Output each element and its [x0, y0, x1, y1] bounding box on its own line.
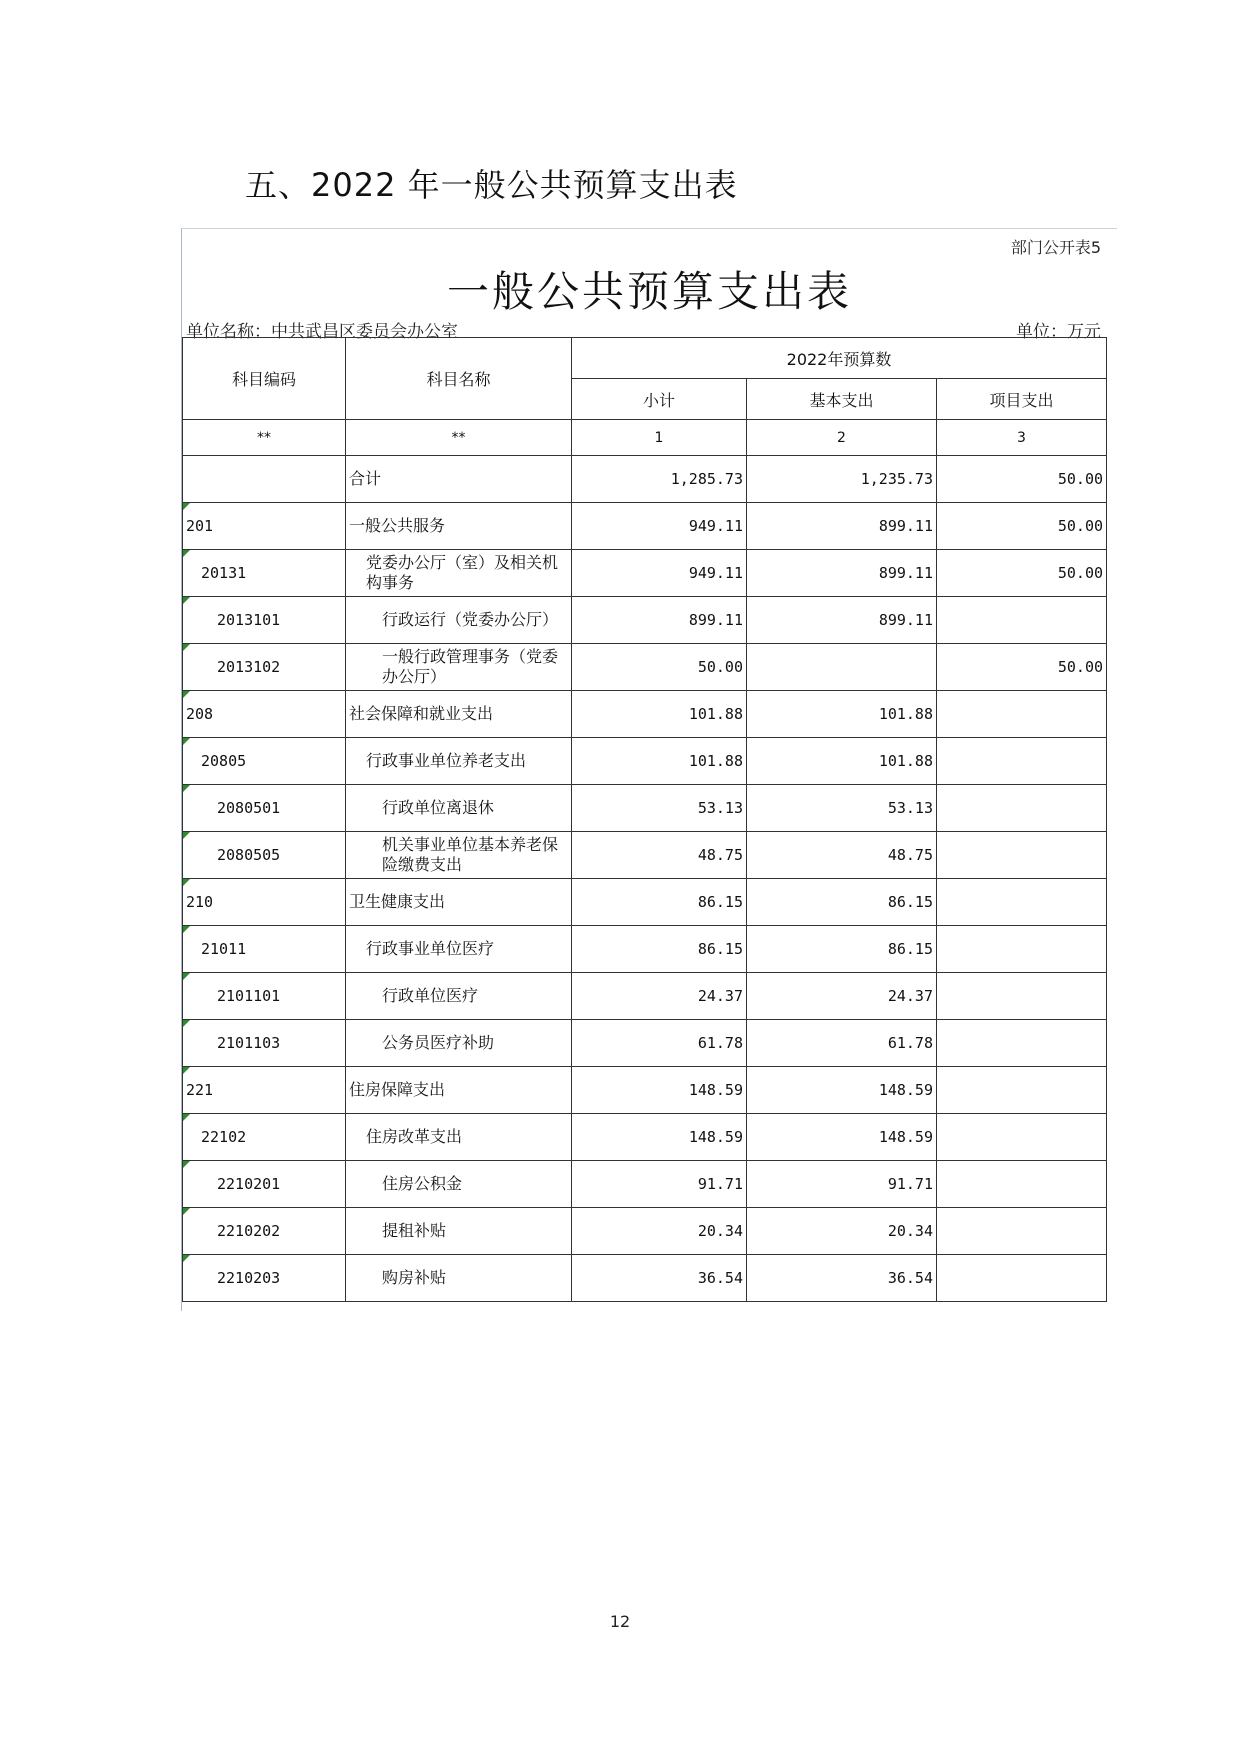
- project-cell: 50.00: [937, 550, 1107, 597]
- name-cell: 行政事业单位养老支出: [346, 738, 572, 785]
- cell-comment-marker: [183, 550, 190, 557]
- project-cell: [937, 1114, 1107, 1161]
- index-cell: **: [346, 420, 572, 456]
- index-cell: **: [183, 420, 346, 456]
- cell-comment-marker: [183, 738, 190, 745]
- code-cell: 2080505: [217, 846, 281, 864]
- code-cell: 208: [186, 705, 214, 723]
- name-cell: 卫生健康支出: [346, 879, 572, 926]
- basic-cell: 899.11: [747, 503, 937, 550]
- basic-cell: 148.59: [747, 1067, 937, 1114]
- code-cell: 2013101: [217, 611, 281, 629]
- project-cell: 50.00: [937, 644, 1107, 691]
- budget-table: [182, 337, 1107, 1302]
- cell-comment-marker: [183, 1161, 190, 1168]
- page-number: 12: [609, 1612, 631, 1631]
- subtotal-cell: 1,285.73: [572, 456, 747, 503]
- basic-cell: [747, 644, 937, 691]
- name-cell: 住房保障支出: [346, 1067, 572, 1114]
- basic-cell: 899.11: [747, 597, 937, 644]
- project-cell: [937, 879, 1107, 926]
- name-cell: 合计: [346, 456, 572, 503]
- basic-cell: 86.15: [747, 926, 937, 973]
- spreadsheet-area: [181, 228, 1117, 1311]
- subtotal-cell: 36.54: [572, 1255, 747, 1302]
- name-cell: 行政事业单位医疗: [346, 926, 572, 973]
- index-cell: 2: [747, 420, 937, 456]
- code-cell: 2013102: [217, 658, 281, 676]
- basic-cell: 61.78: [747, 1020, 937, 1067]
- basic-cell: 86.15: [747, 879, 937, 926]
- name-cell: 公务员医疗补助: [346, 1020, 572, 1067]
- code-cell: 221: [186, 1081, 214, 1099]
- project-cell: [937, 1020, 1107, 1067]
- code-cell: 2210201: [217, 1175, 281, 1193]
- cell-comment-marker: [183, 926, 190, 933]
- table-row: [183, 691, 1107, 738]
- form-number: 部门公开表5: [1010, 238, 1101, 257]
- project-cell: [937, 738, 1107, 785]
- table-row: [183, 879, 1107, 926]
- project-cell: [937, 926, 1107, 973]
- table-row: [183, 644, 1107, 691]
- table-row: [183, 973, 1107, 1020]
- table-row: [183, 456, 1107, 503]
- name-cell: 党委办公厅（室）及相关机构事务: [346, 550, 572, 597]
- code-cell: 2080501: [217, 799, 281, 817]
- name-cell: 住房改革支出: [346, 1114, 572, 1161]
- project-cell: [937, 597, 1107, 644]
- subtotal-cell: 24.37: [572, 973, 747, 1020]
- header-code: 科目编码: [183, 338, 346, 420]
- index-cell: 3: [937, 420, 1107, 456]
- project-cell: [937, 691, 1107, 738]
- header-subtotal: 小计: [572, 379, 747, 420]
- name-cell: 一般公共服务: [346, 503, 572, 550]
- table-row: [183, 503, 1107, 550]
- project-cell: [937, 1255, 1107, 1302]
- basic-cell: 148.59: [747, 1114, 937, 1161]
- subtotal-cell: 61.78: [572, 1020, 747, 1067]
- basic-cell: 20.34: [747, 1208, 937, 1255]
- table-row: [183, 1067, 1107, 1114]
- project-cell: 50.00: [937, 456, 1107, 503]
- subtotal-cell: 899.11: [572, 597, 747, 644]
- section-heading: 五、2022 年一般公共预算支出表: [245, 166, 738, 204]
- basic-cell: 91.71: [747, 1161, 937, 1208]
- name-cell: 行政运行（党委办公厅）: [346, 597, 572, 644]
- header-project: 项目支出: [937, 379, 1107, 420]
- cell-comment-marker: [183, 1114, 190, 1121]
- table-row: [183, 785, 1107, 832]
- basic-cell: 24.37: [747, 973, 937, 1020]
- cell-comment-marker: [183, 691, 190, 698]
- cell-comment-marker: [183, 1020, 190, 1027]
- basic-cell: 36.54: [747, 1255, 937, 1302]
- name-cell: 购房补贴: [346, 1255, 572, 1302]
- project-cell: [937, 973, 1107, 1020]
- code-cell: 2210202: [217, 1222, 281, 1240]
- basic-cell: 53.13: [747, 785, 937, 832]
- name-cell: 住房公积金: [346, 1161, 572, 1208]
- basic-cell: 101.88: [747, 691, 937, 738]
- code-cell: 2101101: [217, 987, 281, 1005]
- subtotal-cell: 53.13: [572, 785, 747, 832]
- project-cell: [937, 1208, 1107, 1255]
- subtotal-cell: 101.88: [572, 691, 747, 738]
- table-row: [183, 1020, 1107, 1067]
- name-cell: 一般行政管理事务（党委办公厅）: [346, 644, 572, 691]
- header-budget-group: 2022年预算数: [572, 338, 1107, 379]
- table-row: [183, 738, 1107, 785]
- subtotal-cell: 148.59: [572, 1067, 747, 1114]
- code-cell: 20131: [201, 564, 247, 582]
- name-cell: 社会保障和就业支出: [346, 691, 572, 738]
- name-cell: 行政单位医疗: [346, 973, 572, 1020]
- cell-comment-marker: [183, 503, 190, 510]
- cell-comment-marker: [183, 879, 190, 886]
- table-row: [183, 1208, 1107, 1255]
- subtotal-cell: 86.15: [572, 879, 747, 926]
- cell-comment-marker: [183, 973, 190, 980]
- unit-label: 单位：万元: [1016, 322, 1101, 342]
- cell-comment-marker: [183, 832, 190, 839]
- basic-cell: 101.88: [747, 738, 937, 785]
- subtotal-cell: 91.71: [572, 1161, 747, 1208]
- project-cell: 50.00: [937, 503, 1107, 550]
- subtotal-cell: 20.34: [572, 1208, 747, 1255]
- subtotal-cell: 949.11: [572, 503, 747, 550]
- table-row: [183, 1161, 1107, 1208]
- organization-label: 单位名称：中共武昌区委员会办公室: [186, 322, 458, 342]
- project-cell: [937, 785, 1107, 832]
- table-row: [183, 550, 1107, 597]
- code-cell: 210: [186, 893, 214, 911]
- name-cell: 行政单位离退休: [346, 785, 572, 832]
- cell-comment-marker: [183, 1255, 190, 1262]
- table-row: [183, 926, 1107, 973]
- subtotal-cell: 101.88: [572, 738, 747, 785]
- subtotal-cell: 48.75: [572, 832, 747, 879]
- code-cell: 201: [186, 517, 214, 535]
- code-cell: 22102: [201, 1128, 247, 1146]
- table-row: [183, 597, 1107, 644]
- cell-comment-marker: [183, 1208, 190, 1215]
- basic-cell: 1,235.73: [747, 456, 937, 503]
- code-cell: [183, 456, 346, 503]
- project-cell: [937, 832, 1107, 879]
- subtotal-cell: 50.00: [572, 644, 747, 691]
- basic-cell: 48.75: [747, 832, 937, 879]
- name-cell: 提租补贴: [346, 1208, 572, 1255]
- cell-comment-marker: [183, 1067, 190, 1074]
- subtotal-cell: 949.11: [572, 550, 747, 597]
- cell-comment-marker: [183, 644, 190, 651]
- basic-cell: 899.11: [747, 550, 937, 597]
- cell-comment-marker: [183, 785, 190, 792]
- subtotal-cell: 86.15: [572, 926, 747, 973]
- project-cell: [937, 1067, 1107, 1114]
- subtotal-cell: 148.59: [572, 1114, 747, 1161]
- table-row: [183, 832, 1107, 879]
- table-row: [183, 1255, 1107, 1302]
- code-cell: 21011: [201, 940, 247, 958]
- project-cell: [937, 1161, 1107, 1208]
- header-basic: 基本支出: [747, 379, 937, 420]
- index-cell: 1: [572, 420, 747, 456]
- code-cell: 2101103: [217, 1034, 281, 1052]
- code-cell: 2210203: [217, 1269, 281, 1287]
- cell-comment-marker: [183, 597, 190, 604]
- name-cell: 机关事业单位基本养老保险缴费支出: [346, 832, 572, 879]
- code-cell: 20805: [201, 752, 247, 770]
- header-name: 科目名称: [346, 338, 572, 420]
- table-title: 一般公共预算支出表: [446, 267, 852, 316]
- table-row: [183, 1114, 1107, 1161]
